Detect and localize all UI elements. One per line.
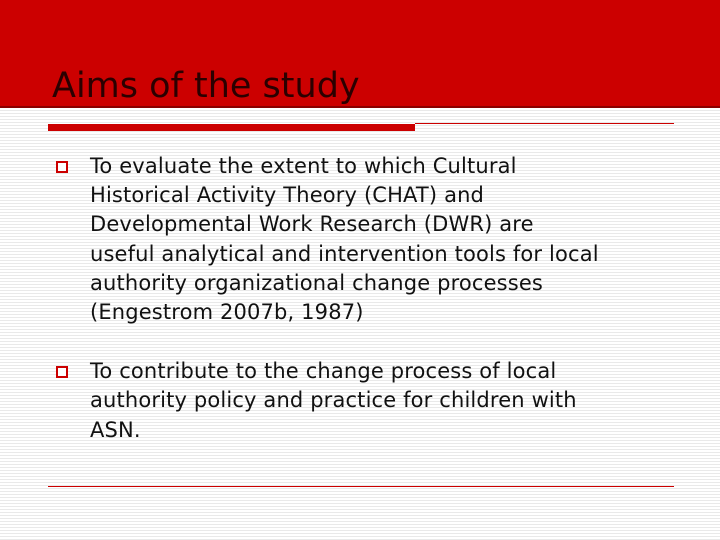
title-accent-bar — [48, 124, 415, 131]
bullet-line: useful analytical and intervention tools for local — [90, 241, 599, 266]
bullet-line: ASN. — [90, 417, 141, 442]
bullet-line: To contribute to the change process of local — [90, 359, 557, 384]
bullet-text — [90, 152, 676, 327]
bullet-item-contribute — [56, 357, 676, 445]
square-bullet-icon — [56, 366, 68, 378]
bullet-line: authority policy and practice for children with — [90, 388, 577, 413]
slide-title: Aims of the study — [52, 66, 360, 106]
square-bullet-icon — [56, 161, 68, 173]
bullet-line: To evaluate the extent to which Cultural — [90, 154, 517, 178]
bullet-list — [56, 152, 676, 475]
bullet-item-evaluate — [56, 152, 676, 327]
bullet-line: (Engestrom 2007b, 1987) — [90, 300, 364, 325]
title-accent-line — [415, 123, 674, 124]
bullet-line: Developmental Work Research (DWR) are — [90, 212, 534, 237]
bottom-rule — [48, 486, 674, 487]
bullet-line: Historical Activity Theory (CHAT) and — [90, 183, 485, 208]
bullet-line: authority organizational change processes — [90, 270, 543, 295]
bullet-text — [90, 357, 676, 445]
